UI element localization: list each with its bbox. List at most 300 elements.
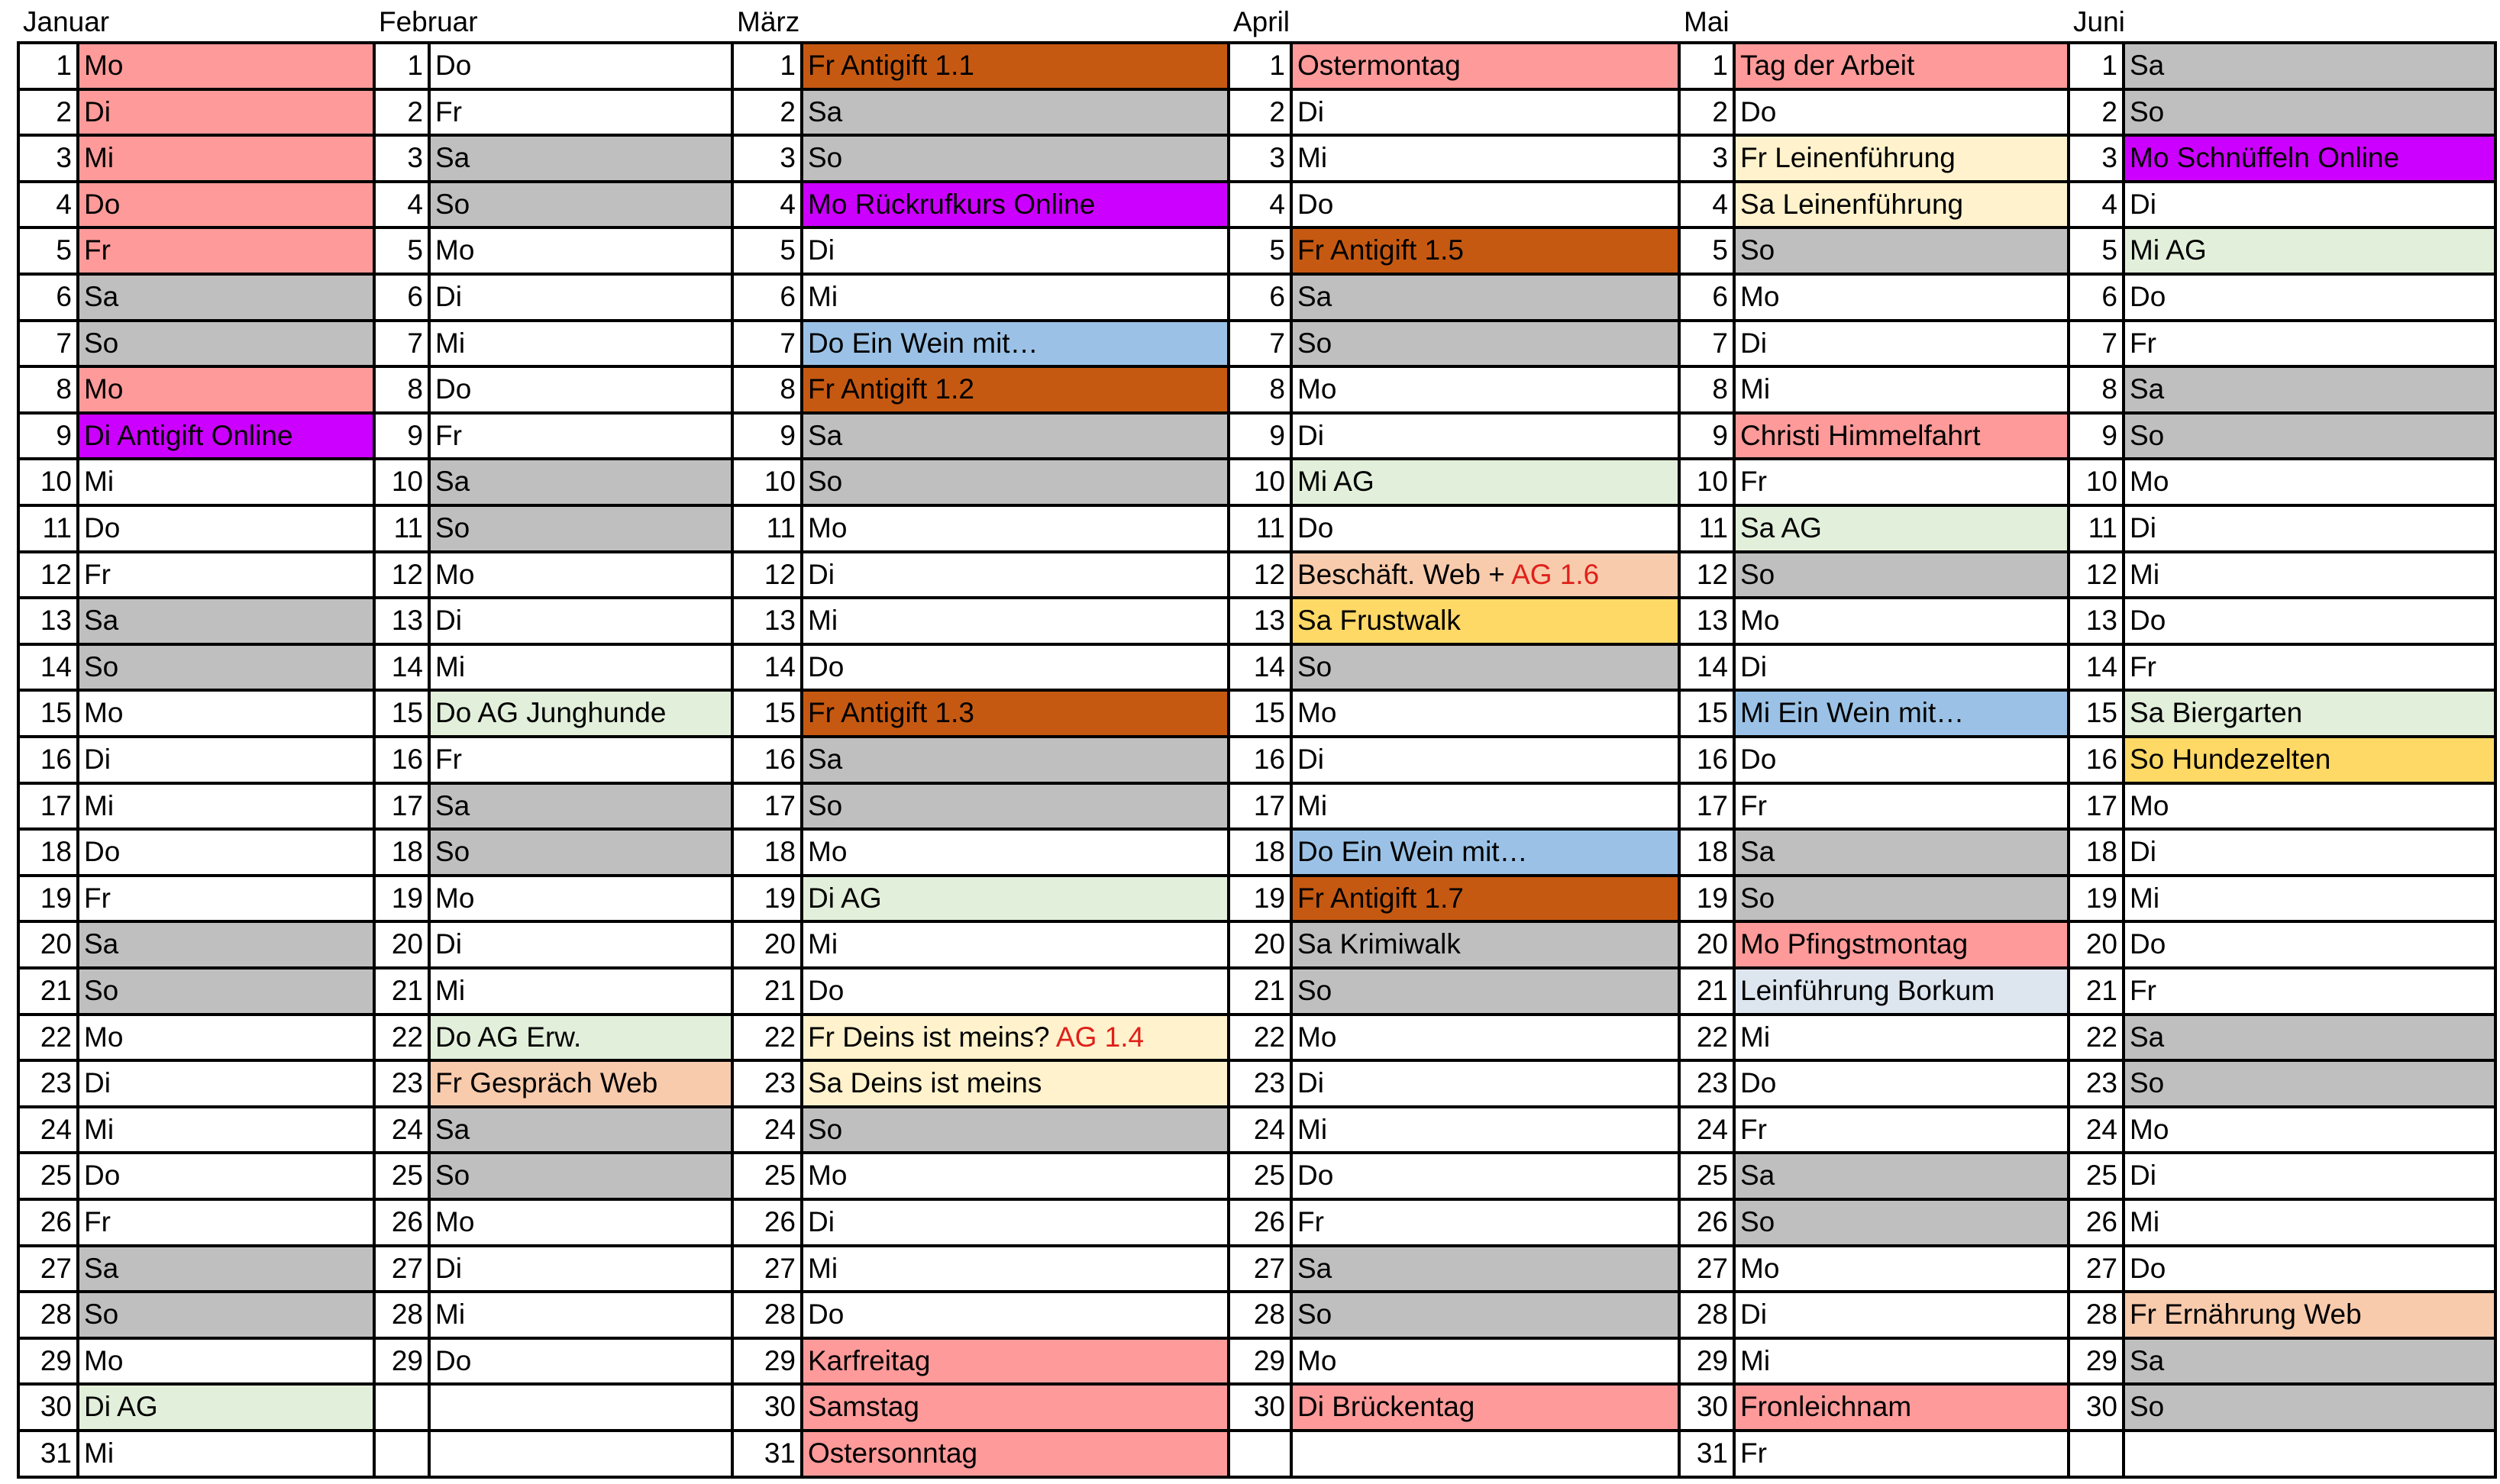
- day-entry[interactable]: [78, 1107, 374, 1153]
- column-divider: [428, 41, 431, 1479]
- day-entry[interactable]: [1734, 829, 2069, 876]
- day-number: 12: [764, 558, 796, 590]
- day-entry[interactable]: [2124, 1199, 2495, 1246]
- day-entry[interactable]: [1734, 43, 2069, 89]
- day-entry[interactable]: [429, 552, 732, 598]
- day-number: 12: [1696, 558, 1728, 590]
- day-label: Fr Deins ist meins?: [808, 1021, 1050, 1053]
- day-entry[interactable]: [2124, 968, 2495, 1015]
- day-label: Di: [2130, 188, 2156, 220]
- day-entry[interactable]: [802, 552, 1229, 598]
- month-header: April: [1233, 6, 1290, 37]
- day-entry[interactable]: [78, 459, 374, 505]
- day-entry[interactable]: [1734, 321, 2069, 367]
- day-number: 4: [1269, 188, 1285, 220]
- day-number: 26: [764, 1206, 796, 1237]
- day-entry[interactable]: [1291, 1292, 1679, 1338]
- day-entry[interactable]: [1291, 644, 1679, 691]
- day-entry[interactable]: [429, 43, 732, 89]
- day-label: Do: [1740, 95, 1777, 127]
- day-number: 25: [1696, 1160, 1728, 1192]
- day-entry[interactable]: [2124, 43, 2495, 89]
- day-entry[interactable]: [1734, 1199, 2069, 1246]
- day-label: Sa Deins ist meins: [808, 1067, 1042, 1099]
- day-number: 21: [1696, 975, 1728, 1006]
- day-label: Di: [435, 1252, 462, 1284]
- day-entry[interactable]: [1734, 644, 2069, 691]
- day-entry[interactable]: [429, 644, 732, 691]
- day-label: Do: [1297, 188, 1334, 220]
- day-entry[interactable]: [78, 505, 374, 552]
- day-entry[interactable]: [2124, 1015, 2495, 1061]
- day-entry[interactable]: [429, 366, 732, 413]
- day-entry[interactable]: [2124, 598, 2495, 644]
- day-label: Di: [2130, 836, 2156, 868]
- day-entry[interactable]: [429, 89, 732, 136]
- day-entry[interactable]: [1734, 690, 2069, 737]
- day-number: 14: [764, 650, 796, 682]
- day-number: 8: [780, 373, 796, 405]
- day-label: So: [808, 466, 843, 498]
- day-label: Mi: [2130, 882, 2160, 914]
- day-entry[interactable]: [429, 135, 732, 182]
- day-entry[interactable]: [78, 366, 374, 413]
- day-number: 6: [780, 281, 796, 312]
- day-entry[interactable]: [802, 182, 1229, 228]
- day-entry[interactable]: [2124, 876, 2495, 922]
- day-label: Christi Himmelfahrt: [1740, 419, 1981, 451]
- day-label: Karfreitag: [808, 1344, 931, 1376]
- day-number: 29: [1696, 1344, 1728, 1376]
- day-entry[interactable]: [1291, 274, 1679, 321]
- day-entry[interactable]: [802, 1015, 1229, 1061]
- day-number: 24: [2085, 1113, 2117, 1145]
- day-entry[interactable]: [1291, 413, 1679, 460]
- day-entry[interactable]: [2124, 89, 2495, 136]
- day-entry[interactable]: [1734, 1060, 2069, 1107]
- day-label: Di: [84, 95, 111, 127]
- day-entry[interactable]: [1734, 135, 2069, 182]
- day-number: 8: [1269, 373, 1285, 405]
- day-entry[interactable]: [802, 783, 1229, 830]
- column-divider: [76, 41, 79, 1479]
- day-entry[interactable]: [429, 1246, 732, 1292]
- day-number: 1: [1712, 50, 1728, 81]
- day-label: So: [1297, 650, 1332, 682]
- day-number: 3: [1269, 142, 1285, 174]
- day-entry[interactable]: [1734, 598, 2069, 644]
- day-entry[interactable]: [802, 1431, 1229, 1477]
- day-entry[interactable]: [1734, 737, 2069, 783]
- day-number: 28: [2085, 1298, 2117, 1331]
- column-divider: [17, 41, 20, 1479]
- day-entry[interactable]: [78, 1384, 374, 1431]
- day-entry[interactable]: [1734, 968, 2069, 1015]
- day-label: Mo: [1297, 697, 1337, 729]
- day-entry[interactable]: [2124, 505, 2495, 552]
- day-entry[interactable]: [1734, 921, 2069, 968]
- day-entry[interactable]: [802, 968, 1229, 1015]
- day-entry[interactable]: [802, 1384, 1229, 1431]
- day-entry[interactable]: [78, 43, 374, 89]
- day-entry[interactable]: [429, 921, 732, 968]
- day-entry[interactable]: [1291, 690, 1679, 737]
- day-entry[interactable]: [1291, 1060, 1679, 1107]
- day-entry[interactable]: [1734, 1107, 2069, 1153]
- day-entry[interactable]: [78, 1199, 374, 1246]
- day-entry[interactable]: [1291, 1431, 1679, 1477]
- day-entry[interactable]: [802, 413, 1229, 460]
- day-number: 19: [2085, 882, 2117, 914]
- day-number: 20: [764, 928, 796, 960]
- day-label: Di: [1740, 650, 1767, 682]
- day-entry[interactable]: [78, 1153, 374, 1199]
- day-entry[interactable]: [429, 598, 732, 644]
- day-entry[interactable]: [1291, 505, 1679, 552]
- day-number: 15: [2085, 697, 2117, 729]
- day-entry[interactable]: [1734, 1431, 2069, 1477]
- day-entry[interactable]: [2124, 1338, 2495, 1385]
- day-entry[interactable]: [78, 1338, 374, 1385]
- day-entry[interactable]: [802, 644, 1229, 691]
- day-entry[interactable]: [429, 459, 732, 505]
- day-entry[interactable]: [429, 829, 732, 876]
- day-entry[interactable]: [2124, 690, 2495, 737]
- day-number: 12: [2085, 558, 2117, 590]
- day-entry[interactable]: [429, 274, 732, 321]
- day-entry[interactable]: [802, 366, 1229, 413]
- day-number: 24: [764, 1113, 796, 1145]
- day-number: 13: [40, 605, 72, 637]
- day-entry[interactable]: [1291, 552, 1679, 598]
- day-number: 11: [2088, 512, 2117, 544]
- day-number: 3: [780, 142, 796, 174]
- day-label: Fr Antigift 1.1: [808, 50, 974, 81]
- day-number: 27: [40, 1252, 72, 1284]
- day-entry[interactable]: [78, 1246, 374, 1292]
- day-entry[interactable]: [78, 829, 374, 876]
- day-entry[interactable]: [1734, 459, 2069, 505]
- day-entry[interactable]: [1734, 552, 2069, 598]
- day-entry[interactable]: [1734, 413, 2069, 460]
- day-label: Di: [1297, 744, 1324, 775]
- day-entry[interactable]: [1291, 921, 1679, 968]
- day-entry[interactable]: [2124, 1153, 2495, 1199]
- day-label: Di: [1740, 327, 1767, 359]
- day-label: Fr: [435, 95, 462, 127]
- day-entry[interactable]: [1734, 876, 2069, 922]
- day-label: Fr Antigift 1.2: [808, 373, 974, 405]
- day-entry[interactable]: [78, 1292, 374, 1338]
- day-number: 21: [40, 975, 72, 1006]
- day-number: 18: [40, 836, 72, 868]
- day-number: 4: [1712, 188, 1728, 220]
- day-number: 28: [391, 1298, 423, 1331]
- day-entry[interactable]: [2124, 737, 2495, 783]
- day-number: 31: [1696, 1437, 1728, 1469]
- day-entry[interactable]: [802, 1107, 1229, 1153]
- day-number: 5: [2101, 234, 2117, 266]
- day-label: Do: [435, 1344, 472, 1376]
- day-entry[interactable]: [2124, 135, 2495, 182]
- day-number: 27: [2085, 1252, 2117, 1284]
- day-entry[interactable]: [78, 598, 374, 644]
- day-entry[interactable]: [1291, 1384, 1679, 1431]
- day-entry[interactable]: [78, 182, 374, 228]
- day-entry[interactable]: [78, 1060, 374, 1107]
- day-label: Fr: [435, 744, 462, 775]
- day-number: 19: [1253, 882, 1285, 914]
- day-entry[interactable]: [429, 1384, 732, 1431]
- day-entry[interactable]: [78, 1015, 374, 1061]
- day-entry[interactable]: [1291, 1199, 1679, 1246]
- day-entry[interactable]: [429, 413, 732, 460]
- day-entry[interactable]: [429, 876, 732, 922]
- day-entry[interactable]: [429, 737, 732, 783]
- day-entry[interactable]: [1291, 598, 1679, 644]
- day-entry[interactable]: [1291, 876, 1679, 922]
- day-number: 11: [393, 512, 423, 544]
- day-entry[interactable]: [1291, 1338, 1679, 1385]
- day-entry[interactable]: [1734, 1015, 2069, 1061]
- day-entry[interactable]: [1291, 89, 1679, 136]
- day-entry[interactable]: [1291, 783, 1679, 830]
- column-divider: [373, 41, 376, 1479]
- day-entry[interactable]: [2124, 1246, 2495, 1292]
- day-entry[interactable]: [78, 227, 374, 274]
- day-entry[interactable]: [2124, 274, 2495, 321]
- day-number: 8: [2101, 373, 2117, 405]
- day-entry[interactable]: [78, 1431, 374, 1477]
- day-number: 24: [1696, 1113, 1728, 1145]
- day-number: 23: [40, 1067, 72, 1099]
- day-entry[interactable]: [1734, 505, 2069, 552]
- day-number: 10: [391, 466, 423, 498]
- day-entry[interactable]: [1734, 1384, 2069, 1431]
- day-label: So: [84, 650, 119, 682]
- day-entry[interactable]: [78, 274, 374, 321]
- column-divider: [1290, 41, 1293, 1479]
- day-entry[interactable]: [429, 227, 732, 274]
- day-entry[interactable]: [1734, 274, 2069, 321]
- day-number: [374, 1431, 429, 1477]
- day-entry[interactable]: [2124, 1107, 2495, 1153]
- day-entry[interactable]: [1291, 43, 1679, 89]
- day-entry[interactable]: [78, 737, 374, 783]
- day-entry[interactable]: [2124, 1431, 2495, 1477]
- day-entry[interactable]: [1291, 737, 1679, 783]
- day-entry[interactable]: [78, 921, 374, 968]
- day-label: Samstag: [808, 1391, 920, 1423]
- day-entry[interactable]: [1734, 1153, 2069, 1199]
- day-number: 16: [1253, 744, 1285, 775]
- day-label: Mi: [1740, 1344, 1771, 1376]
- day-entry[interactable]: [2124, 182, 2495, 228]
- day-number: 11: [42, 512, 72, 544]
- day-label: Do: [84, 1160, 121, 1192]
- day-entry[interactable]: [1734, 227, 2069, 274]
- day-number: 23: [764, 1067, 796, 1099]
- day-entry[interactable]: [1734, 366, 2069, 413]
- day-entry[interactable]: [78, 89, 374, 136]
- day-entry[interactable]: [2124, 1384, 2495, 1431]
- day-label: So: [808, 1113, 843, 1145]
- day-entry[interactable]: [429, 1107, 732, 1153]
- day-entry[interactable]: [429, 182, 732, 228]
- day-entry[interactable]: [2124, 227, 2495, 274]
- day-number: 3: [1712, 142, 1728, 174]
- day-entry[interactable]: [1291, 1015, 1679, 1061]
- column-divider: [800, 41, 803, 1479]
- day-number: 22: [391, 1021, 423, 1053]
- day-entry[interactable]: [802, 227, 1229, 274]
- day-number: 31: [764, 1437, 796, 1469]
- day-entry[interactable]: [802, 1153, 1229, 1199]
- day-entry[interactable]: [78, 876, 374, 922]
- day-entry[interactable]: [2124, 921, 2495, 968]
- day-number: 15: [391, 697, 423, 729]
- day-label: Fr: [84, 558, 111, 590]
- day-label: Mo: [84, 697, 124, 729]
- day-entry[interactable]: [802, 89, 1229, 136]
- day-entry[interactable]: [78, 552, 374, 598]
- day-entry[interactable]: [2124, 1060, 2495, 1107]
- day-number: 23: [1696, 1067, 1728, 1099]
- day-entry[interactable]: [802, 598, 1229, 644]
- day-label: Do: [1740, 744, 1777, 775]
- day-entry[interactable]: [2124, 366, 2495, 413]
- day-label: Mi: [2130, 1206, 2160, 1237]
- day-entry[interactable]: [429, 690, 732, 737]
- day-entry[interactable]: [2124, 413, 2495, 460]
- day-entry[interactable]: [802, 135, 1229, 182]
- day-number: 19: [40, 882, 72, 914]
- day-entry[interactable]: [1291, 135, 1679, 182]
- day-entry[interactable]: [429, 1292, 732, 1338]
- day-entry[interactable]: [802, 321, 1229, 367]
- day-entry[interactable]: [1291, 459, 1679, 505]
- day-number: 13: [1253, 605, 1285, 637]
- day-entry[interactable]: [2124, 644, 2495, 691]
- day-entry[interactable]: [2124, 552, 2495, 598]
- day-label: So: [2130, 95, 2165, 127]
- day-entry[interactable]: [429, 1015, 732, 1061]
- day-entry[interactable]: [78, 644, 374, 691]
- day-entry[interactable]: [1291, 1107, 1679, 1153]
- day-entry[interactable]: [2124, 1292, 2495, 1338]
- day-entry[interactable]: [802, 829, 1229, 876]
- day-entry[interactable]: [429, 321, 732, 367]
- day-entry[interactable]: [802, 1292, 1229, 1338]
- day-label: Sa Frustwalk: [1297, 605, 1461, 637]
- day-entry[interactable]: [802, 1246, 1229, 1292]
- day-entry[interactable]: [1734, 182, 2069, 228]
- day-entry[interactable]: [1291, 227, 1679, 274]
- day-entry[interactable]: [429, 1060, 732, 1107]
- day-label: Sa: [2130, 50, 2165, 81]
- day-label: Do: [808, 975, 845, 1006]
- day-entry[interactable]: [429, 1199, 732, 1246]
- day-entry[interactable]: [802, 1060, 1229, 1107]
- day-entry[interactable]: [429, 1338, 732, 1385]
- day-label: Sa: [84, 281, 119, 312]
- day-entry[interactable]: [78, 413, 374, 460]
- day-entry[interactable]: [1291, 829, 1679, 876]
- day-entry[interactable]: [429, 783, 732, 830]
- day-entry[interactable]: [1291, 1153, 1679, 1199]
- day-entry[interactable]: [1291, 968, 1679, 1015]
- day-number: 20: [40, 928, 72, 960]
- day-entry[interactable]: [802, 921, 1229, 968]
- day-label: Di: [1740, 1298, 1767, 1331]
- day-number: 29: [391, 1344, 423, 1376]
- day-number: 13: [2085, 605, 2117, 637]
- day-entry[interactable]: [1734, 1246, 2069, 1292]
- day-entry[interactable]: [802, 1338, 1229, 1385]
- day-entry[interactable]: [78, 968, 374, 1015]
- day-entry[interactable]: [802, 459, 1229, 505]
- day-number: 9: [2101, 419, 2117, 451]
- day-label: So: [84, 1298, 119, 1331]
- day-number: 1: [56, 50, 72, 81]
- day-entry[interactable]: [78, 690, 374, 737]
- day-entry[interactable]: [1734, 1338, 2069, 1385]
- day-number: 21: [764, 975, 796, 1006]
- day-label: Sa: [435, 142, 470, 174]
- day-label: Di: [1297, 95, 1324, 127]
- day-entry[interactable]: [2124, 829, 2495, 876]
- day-number: 19: [1696, 882, 1728, 914]
- day-entry[interactable]: [802, 43, 1229, 89]
- day-entry[interactable]: [1291, 182, 1679, 228]
- day-entry[interactable]: [802, 690, 1229, 737]
- day-entry[interactable]: [429, 1153, 732, 1199]
- day-entry[interactable]: [429, 505, 732, 552]
- column-divider: [731, 41, 734, 1479]
- day-entry[interactable]: [1734, 783, 2069, 830]
- day-entry[interactable]: [802, 505, 1229, 552]
- day-entry[interactable]: [429, 1431, 732, 1477]
- day-number: 1: [2101, 50, 2117, 81]
- day-label: Fr Antigift 1.7: [1297, 882, 1464, 914]
- day-label: Leinführung Borkum: [1740, 975, 1995, 1006]
- month-header: März: [737, 6, 800, 37]
- day-entry[interactable]: [802, 274, 1229, 321]
- day-label: Mo: [435, 1206, 475, 1237]
- day-entry[interactable]: [1291, 321, 1679, 367]
- day-entry[interactable]: [429, 968, 732, 1015]
- day-entry[interactable]: [78, 135, 374, 182]
- day-entry[interactable]: [1291, 366, 1679, 413]
- day-number: 5: [1269, 234, 1285, 266]
- day-label: Mi: [435, 327, 466, 359]
- day-entry[interactable]: [802, 737, 1229, 783]
- day-entry[interactable]: [78, 321, 374, 367]
- day-label: Fr Antigift 1.5: [1297, 234, 1464, 266]
- day-entry[interactable]: [802, 1199, 1229, 1246]
- day-entry[interactable]: [2124, 321, 2495, 367]
- day-entry[interactable]: [2124, 783, 2495, 830]
- day-entry[interactable]: [802, 876, 1229, 922]
- day-number: 4: [56, 188, 72, 220]
- day-label: Mo: [808, 512, 848, 544]
- day-entry[interactable]: [1734, 1292, 2069, 1338]
- day-entry[interactable]: [2124, 459, 2495, 505]
- day-entry[interactable]: [78, 783, 374, 830]
- day-number: 8: [407, 373, 423, 405]
- day-entry[interactable]: [1291, 1246, 1679, 1292]
- day-entry[interactable]: [1734, 89, 2069, 136]
